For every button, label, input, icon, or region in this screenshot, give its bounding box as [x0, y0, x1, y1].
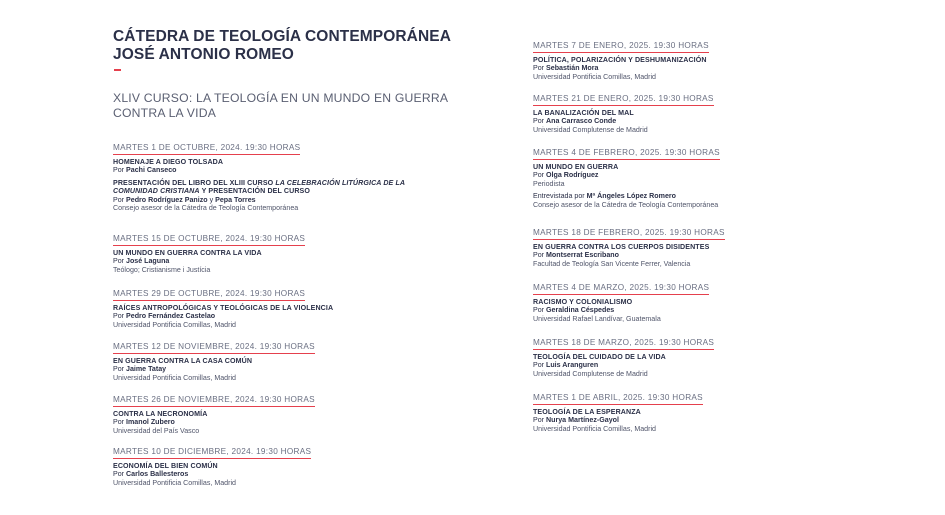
speaker-prefix: Por	[533, 416, 547, 425]
event-date: MARTES 12 DE NOVIEMBRE, 2024. 19:30 HORAS	[113, 342, 315, 354]
speaker-name: José Laguna	[126, 257, 170, 266]
book-title-part: LA CELEBRACIÓN LITÚRGICA DE LA	[275, 178, 406, 187]
event-item	[533, 387, 873, 433]
event-date: MARTES 26 DE NOVIEMBRE, 2024. 19:30 HORAS	[113, 395, 315, 407]
event-title: EN GUERRA CONTRA LOS CUERPOS DISIDENTES	[533, 243, 710, 251]
speaker-name: Pedro Fernández Castelao	[126, 312, 216, 321]
speaker-name: Pachi Canseco	[126, 166, 177, 175]
speaker-join: y	[207, 195, 216, 204]
event-date: MARTES 21 DE ENERO, 2025. 19:30 HORAS	[533, 94, 714, 106]
event-affiliation: Universidad Rafael Landívar, Guatemala	[533, 314, 661, 323]
event-title: HOMENAJE A DIEGO TOLSADA	[113, 158, 224, 166]
speaker-name: Pedro Rodríguez Panizo	[126, 195, 208, 204]
event-item	[113, 283, 453, 329]
event-speaker-line	[533, 171, 873, 179]
event-interviewer-line	[533, 192, 873, 200]
event-affiliation: Universidad Pontificia Comillas, Madrid	[533, 72, 657, 81]
event-speaker-line	[113, 418, 453, 426]
speaker-name: Sebastián Mora	[546, 64, 599, 73]
book-title-part: COMUNIDAD CRISTIANA	[113, 187, 200, 196]
event-date: MARTES 1 DE OCTUBRE, 2024. 19:30 HORAS	[113, 143, 300, 155]
event-affiliation: Universidad Pontificia Comillas, Madrid	[113, 478, 237, 487]
speaker-prefix: Por	[533, 64, 547, 73]
speaker-prefix: Por	[113, 365, 127, 374]
event-title: UN MUNDO EN GUERRA CONTRA LA VIDA	[113, 249, 262, 257]
event-item	[533, 277, 873, 323]
event-item	[113, 441, 453, 487]
event-affiliation: Facultad de Teología San Vicente Ferrer, Valencia	[533, 259, 691, 268]
speaker-prefix: Por	[533, 251, 547, 260]
event-affiliation: Periodista	[533, 179, 565, 188]
speaker-prefix: Por	[533, 306, 547, 315]
event-title: CONTRA LA NECRONOMÍA	[113, 410, 208, 418]
speaker-name: Olga Rodríguez	[546, 171, 599, 180]
speaker-prefix: Por	[113, 166, 127, 175]
event-title: UN MUNDO EN GUERRA	[533, 163, 619, 171]
page-title	[113, 28, 451, 64]
event-title: LA BANALIZACIÓN DEL MAL	[533, 109, 634, 117]
event-date: MARTES 10 DE DICIEMBRE, 2024. 19:30 HORAS	[113, 447, 311, 459]
event-affiliation: Consejo asesor de la Cátedra de Teología Contemporánea	[533, 200, 719, 209]
speaker-name: Ana Carrasco Conde	[546, 117, 617, 126]
speaker-prefix: Por	[113, 195, 127, 204]
event-speaker-line	[113, 257, 453, 265]
event-item	[113, 336, 453, 382]
event-title: TEOLOGÍA DEL CUIDADO DE LA VIDA	[533, 353, 666, 361]
speaker-prefix: Por	[113, 257, 127, 266]
event-speaker-line	[113, 470, 453, 478]
event-affiliation: Universidad Pontificia Comillas, Madrid	[533, 424, 657, 433]
event-date: MARTES 4 DE MARZO, 2025. 19:30 HORAS	[533, 283, 709, 295]
event-title: ECONOMÍA DEL BIEN COMÚN	[113, 462, 218, 470]
event-speaker-line	[113, 166, 453, 174]
event-title: POLÍTICA, POLARIZACIÓN Y DESHUMANIZACIÓN	[533, 56, 707, 64]
interviewer-prefix: Entrevistada por	[533, 192, 587, 201]
event-affiliation: Teólogo; Cristianisme i Justícia	[113, 265, 211, 274]
event-title: RACISMO Y COLONIALISMO	[533, 298, 633, 306]
speaker-name: Geraldina Céspedes	[546, 306, 615, 315]
event-date: MARTES 7 DE ENERO, 2025. 19:30 HORAS	[533, 41, 709, 53]
event-speaker-line	[533, 117, 873, 125]
speaker-prefix: Por	[533, 361, 547, 370]
event-affiliation: Consejo asesor de la Cátedra de Teología Contemporánea	[113, 204, 299, 213]
event-date: MARTES 29 DE OCTUBRE, 2024. 19:30 HORAS	[113, 289, 305, 301]
event-item	[113, 228, 453, 274]
title-accent-divider	[114, 69, 121, 71]
event-speaker-line	[533, 306, 873, 314]
speaker-name: Jaime Tatay	[126, 365, 167, 374]
speaker-prefix: Por	[533, 117, 547, 126]
event-affiliation: Universidad Pontificia Comillas, Madrid	[113, 373, 237, 382]
event-date: MARTES 18 DE FEBRERO, 2025. 19:30 HORAS	[533, 228, 725, 240]
event-item	[533, 332, 873, 378]
title-line-1: CÁTEDRA DE TEOLOGÍA CONTEMPORÁNEA	[113, 28, 451, 45]
event-speaker-line	[113, 365, 453, 373]
speaker-prefix: Por	[113, 470, 127, 479]
event-speaker-line	[533, 251, 873, 259]
event-title-part: PRESENTACIÓN DEL LIBRO DEL XLIII CURSO	[113, 178, 276, 187]
event-title: EN GUERRA CONTRA LA CASA COMÚN	[113, 357, 253, 365]
speaker-prefix: Por	[113, 312, 127, 321]
event-item	[113, 137, 453, 212]
speaker-name: Nurya Martínez-Gayol	[546, 416, 619, 425]
event-item	[533, 35, 873, 81]
event-speaker-line	[113, 196, 453, 204]
event-date: MARTES 4 DE FEBRERO, 2025. 19:30 HORAS	[533, 148, 720, 160]
event-date: MARTES 1 DE ABRIL, 2025. 19:30 HORAS	[533, 393, 703, 405]
event-speaker-line	[533, 361, 873, 369]
event-affiliation: Universidad del País Vasco	[113, 426, 200, 435]
speaker-prefix: Por	[533, 171, 547, 180]
event-title: RAÍCES ANTROPOLÓGICAS Y TEOLÓGICAS DE LA VIOLENCIA	[113, 304, 334, 312]
event-item	[533, 222, 873, 268]
interviewer-name: Mª Ángeles López Romero	[586, 192, 676, 201]
speaker-name: Pepa Torres	[215, 195, 256, 204]
event-title-secondary	[113, 179, 453, 196]
speaker-prefix: Por	[113, 418, 127, 427]
speaker-name: Carlos Ballesteros	[126, 470, 189, 479]
event-affiliation: Universidad Complutense de Madrid	[533, 125, 648, 134]
speaker-name: Luis Aranguren	[546, 361, 599, 370]
title-line-2: JOSÉ ANTONIO ROMEO	[113, 46, 294, 63]
event-item	[113, 389, 453, 435]
event-affiliation: Universidad Pontificia Comillas, Madrid	[113, 320, 237, 329]
event-title-part: Y PRESENTACIÓN DEL CURSO	[199, 187, 311, 196]
subtitle-line-2: CONTRA LA VIDA	[113, 106, 217, 120]
event-speaker-line	[533, 416, 873, 424]
event-title: TEOLOGÍA DE LA ESPERANZA	[533, 408, 641, 416]
event-speaker-line	[113, 312, 453, 320]
event-item	[533, 88, 873, 134]
event-date: MARTES 18 DE MARZO, 2025. 19:30 HORAS	[533, 338, 714, 350]
event-affiliation: Universidad Complutense de Madrid	[533, 369, 648, 378]
event-date: MARTES 15 DE OCTUBRE, 2024. 19:30 HORAS	[113, 234, 305, 246]
speaker-name: Imanol Zubero	[126, 418, 175, 427]
course-subtitle	[113, 91, 448, 121]
event-speaker-line	[533, 64, 873, 72]
speaker-name: Montserrat Escribano	[546, 251, 619, 260]
subtitle-line-1: XLIV CURSO: LA TEOLOGÍA EN UN MUNDO EN GUERRA	[113, 91, 449, 105]
event-item	[533, 142, 873, 209]
